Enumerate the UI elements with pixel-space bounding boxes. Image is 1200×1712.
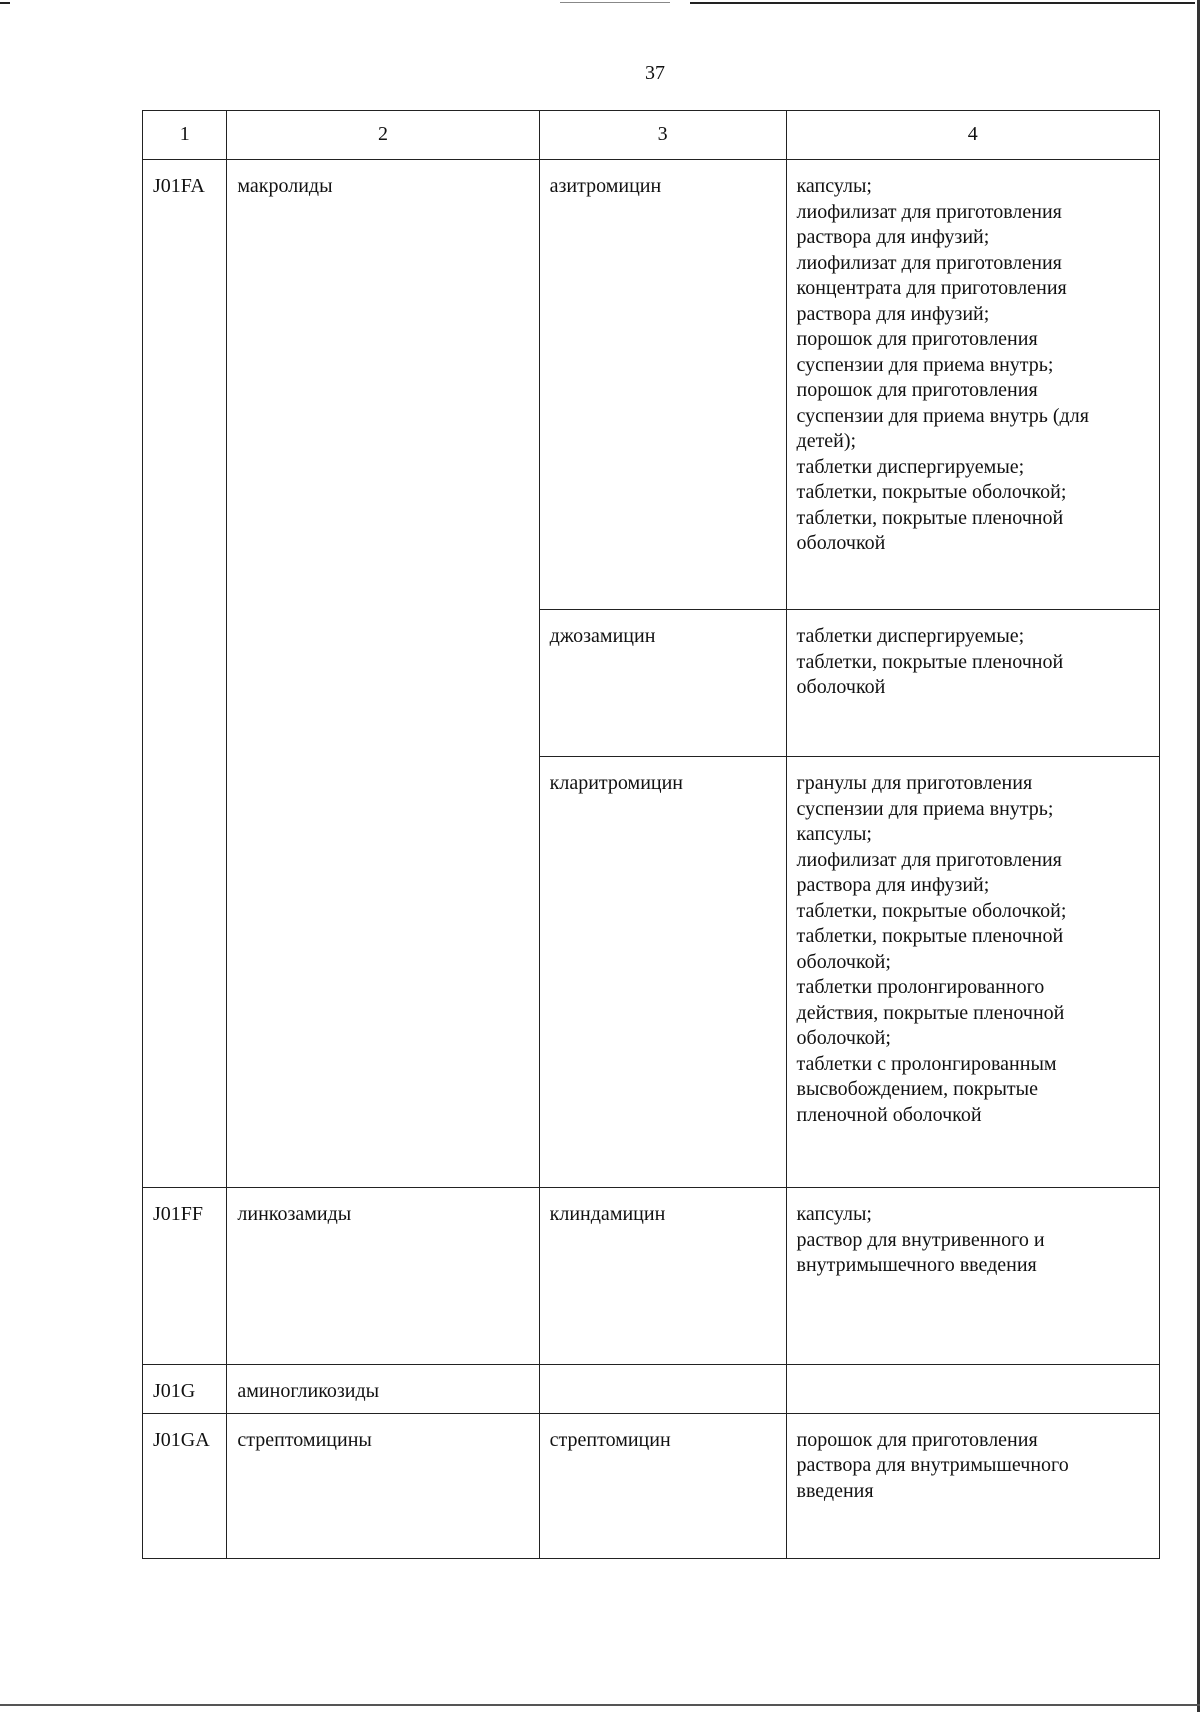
table-body — [143, 160, 1160, 1559]
atc-code-cell: J01FF — [143, 1188, 227, 1365]
dosage-form-line: концентрата для приготовления — [796, 277, 1067, 299]
table-header-row — [143, 111, 1160, 160]
dosage-forms-cell — [786, 1413, 1159, 1558]
page-number: 37 — [645, 62, 665, 84]
dosage-form-line: введения — [796, 1479, 874, 1502]
dosage-form-line: таблетки, покрытые пленочной — [796, 650, 1064, 673]
dosage-form-line: порошок для приготовления — [796, 328, 1038, 350]
dosage-form-line: таблетки, покрытые оболочкой; — [796, 481, 1067, 503]
dosage-form-line: капсулы; — [796, 175, 872, 197]
dosage-form-line: раствор для внутривенного и — [796, 1228, 1045, 1251]
dosage-form-line: раствора для внутримышечного — [796, 1454, 1069, 1476]
drug-name-cell: азитромицин — [539, 160, 786, 610]
scan-edge-top — [0, 0, 1200, 3]
dosage-form-line: раствора для инфузий; — [796, 874, 990, 896]
dosage-forms-cell — [786, 757, 1159, 1188]
table-row — [143, 1413, 1160, 1558]
dosage-form-line: раствора для инфузий; — [796, 226, 990, 248]
dosage-form-line: суспензии для приема внутрь (для — [796, 404, 1089, 427]
atc-code-cell: J01FA — [143, 160, 227, 1188]
header-col-4: 4 — [786, 111, 1159, 160]
dosage-form-line: оболочкой — [796, 532, 886, 554]
dosage-form-line: гранулы для приготовления — [796, 772, 1033, 794]
dosage-form-line: порошок для приготовления — [796, 1428, 1038, 1451]
drug-name-cell: джозамицин — [539, 610, 786, 757]
group-name-cell: стрептомицины — [227, 1413, 539, 1558]
table-row — [143, 1365, 1160, 1414]
drug-name-cell: стрептомицин — [539, 1413, 786, 1558]
header-col-1: 1 — [143, 111, 227, 160]
dosage-form-line: раствора для инфузий; — [796, 302, 990, 325]
dosage-forms-cell — [786, 610, 1159, 757]
dosage-form-line: детей); — [796, 430, 857, 452]
dosage-form-line: суспензии для приема внутрь; — [796, 797, 1054, 820]
dosage-form-line: таблетки диспергируемые; — [796, 455, 1025, 478]
atc-code-cell: J01GA — [143, 1413, 227, 1558]
group-name-cell: линкозамиды — [227, 1188, 539, 1365]
group-name-cell: аминогликозиды — [227, 1365, 539, 1414]
dosage-forms-cell — [786, 160, 1159, 610]
dosage-form-line: капсулы; — [796, 1203, 872, 1225]
dosage-form-line: лиофилизат для приготовления — [796, 251, 1062, 274]
atc-code-cell: J01G — [143, 1365, 227, 1414]
dosage-form-line: таблетки пролонгированного — [796, 976, 1045, 998]
scan-edge-bottom — [0, 1704, 1200, 1706]
dosage-form-line: таблетки диспергируемые; — [796, 625, 1025, 647]
dosage-form-line: суспензии для приема внутрь; — [796, 353, 1054, 376]
dosage-forms-cell — [786, 1188, 1159, 1365]
dosage-form-line: оболочкой; — [796, 950, 891, 973]
dosage-form-line: действия, покрытые пленочной — [796, 1001, 1065, 1024]
dosage-form-line: таблетки, покрытые пленочной — [796, 925, 1064, 947]
dosage-form-line: таблетки, покрытые оболочкой; — [796, 899, 1067, 922]
header-col-2: 2 — [227, 111, 539, 160]
table-row — [143, 1188, 1160, 1365]
table-row — [143, 160, 1160, 610]
drug-name-cell: кларитромицин — [539, 757, 786, 1188]
dosage-form-line: оболочкой; — [796, 1027, 891, 1049]
group-name-cell: макролиды — [227, 160, 539, 1188]
drug-name-cell — [539, 1365, 786, 1414]
dosage-form-line: пленочной оболочкой — [796, 1103, 982, 1126]
dosage-form-line: оболочкой — [796, 676, 886, 698]
dosage-form-line: высвобождением, покрытые — [796, 1078, 1038, 1100]
dosage-form-line: таблетки, покрытые пленочной — [796, 506, 1064, 529]
dosage-form-line: капсулы; — [796, 823, 872, 845]
drug-name-cell: клиндамицин — [539, 1188, 786, 1365]
dosage-form-line: таблетки с пролонгированным — [796, 1052, 1057, 1075]
medication-table — [142, 110, 1160, 1559]
dosage-form-line: лиофилизат для приготовления — [796, 200, 1062, 223]
header-col-3: 3 — [539, 111, 786, 160]
dosage-form-line: лиофилизат для приготовления — [796, 848, 1062, 871]
dosage-forms-cell — [786, 1365, 1159, 1414]
dosage-form-line: внутримышечного введения — [796, 1254, 1037, 1276]
dosage-form-line: порошок для приготовления — [796, 379, 1038, 401]
